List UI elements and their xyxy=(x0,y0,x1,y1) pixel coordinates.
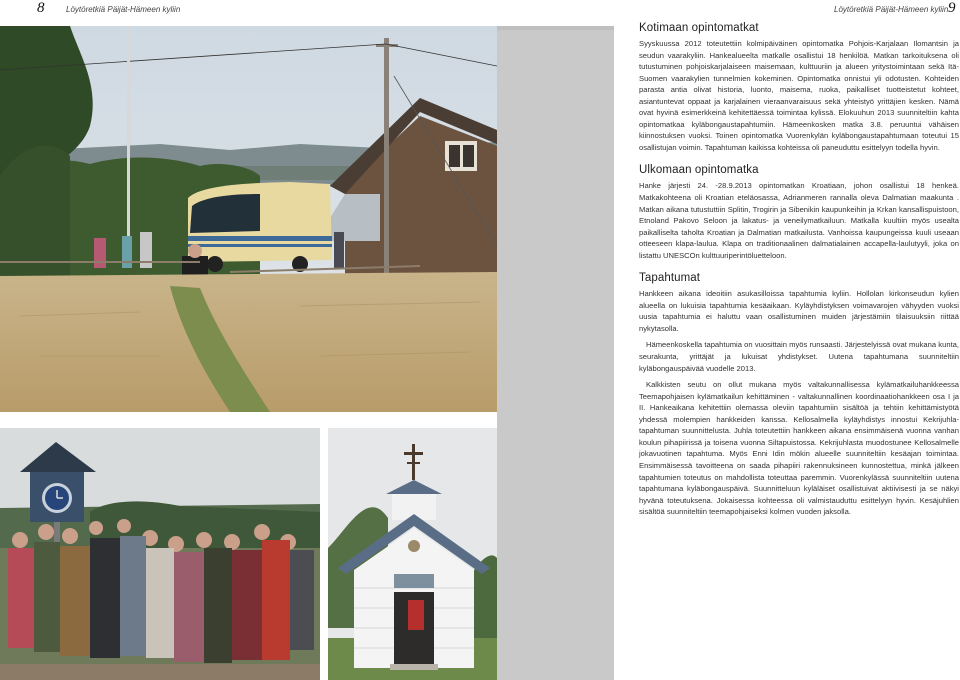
chapel-photo-illustration xyxy=(328,428,497,680)
page-gutter-edge xyxy=(497,26,614,30)
section-tapahtumat xyxy=(639,272,959,517)
photo-white-chapel xyxy=(328,428,497,680)
right-running-title: Löytöretkiä Päijät-Hämeen kyliin xyxy=(834,5,949,14)
photo-field-bus-farm xyxy=(0,26,497,412)
paragraph-tapahtumat-3: Kalkkisten seutu on ollut mukana myös valtakunnallisessa kylämatkailuhankkeessa Teemapohjaisen kylämatkailun kehittäminen - valtakunnallinen koordinaatiohankkeen osa I ja II. Hankeaikana kehitettiin olemassa oleviin tapahtumiin sisältöä ja tehtiin kehittämistyötä yhdessä molempien hankkeiden kanssa. Kellosalmella kyläyhdistys innostui Kekrijuhla-tapahtuman suunnittelusta. Juhla toteutettiin hankkeen aikana ensimmäisenä vuonna vanhan koulun pihapiirissä ja toisena vuonna Siltapuistossa. Kekrijuhlasta muodostunee Kellosalmelle jokavuotinen tapahtuma. Myös Enni Idin mökin alueelle suunniteltiin kesäajan toimintaa. Ensimmäisessä tavoitteena on saada pihapiiri rakennuksineen kunnostettua, minkä jälkeen tapahtumien toteutus on mahdollista toteuttaa paremmin. Vuorenkylässä suunniteltiin uutena tapahtumana kyläbongauspäivä. Suunnitteluun kyläläiset osallistuivat aktiivisesti ja se näkyi hyvänä toteutuksena. Jokaisessa kohteessa oli valmistauduttu esittelyyn hyvin. Kesäjuhlien sisältöä suunniteltiin teemapohjaiseksi kolmen vuoden jaksolla. xyxy=(639,380,959,517)
paragraph-tapahtumat-1: Hankkeen aikana ideoitiin asukasilloissa tapahtumia kyliin. Hollolan kirkonseudun kylien alueella on lukuisia tapahtumia kesäaikaan. Kyläyhdistyksen voimavarojen vähyyden vuoksi uusia tapahtumia ei haluttu vaan osallistuminen muiden järjestämiin tilaisuuksiin riittää nykytasolla. xyxy=(639,289,959,333)
field-photo-illustration xyxy=(0,26,497,412)
article-text-column xyxy=(639,22,959,525)
group-photo-illustration xyxy=(0,428,320,680)
heading-kotimaan-opintomatkat: Kotimaan opintomatkat xyxy=(639,22,759,34)
section-ulkomaan xyxy=(639,164,959,261)
right-page-number: 9 xyxy=(948,0,956,16)
paragraph-kotimaan: Syyskuussa 2012 toteutettiin kolmipäiväinen opintomatka Pohjois-Karjalaan Ilomantsin ja seudun vaarakyliin. Hankealueelta matkalle osallistui 18 henkilöä. Matkan tarkoituksena oli tutustuminen pohjoiskarjalaiseen maisemaan, kulttuuriin ja alueen yritystoimintaan sekä Itä-Suomen vaarakylien tunnelmien kokeminen. Opintomatka onnistui yli odotusten. Kohteiden parasta antia olivat historia, luonto, maisema, ruoka, paikalliset tuotteistetut kohteet, asiantuntevat oppaat ja karjalainen vieraanvaraisuus sekä yhteistyö yrittäjien kesken. Nämä ovat hyvinä esimerkkeinä kehitettäessä toimintaa kylissä. Elokuuhun 2013 suunniteltiin kahta opintomatkaa kyläbongaustapahtumiin. Hämeenkosken matka 3.8. peruuntui vähäisen kiinnostuksen vuoksi. Toinen opintomatka Vuorenkylän kyläbongaustapahtumaan toteutui 15 osallistujan voimin. Tapahtuman kaikissa kohteissa oli paneuduttu esittelyyn todella hyvin. xyxy=(639,39,959,152)
heading-tapahtumat: Tapahtumat xyxy=(639,272,701,285)
left-running-title: Löytöretkiä Päijät-Hämeen kyliin xyxy=(66,5,181,14)
photo-group-people xyxy=(0,428,320,680)
page-gutter xyxy=(497,26,614,680)
paragraph-tapahtumat-2: Hämeenkoskella tapahtumia on vuosittain myös runsaasti. Järjestelyissä ovat mukana kunta, seurakunta, yrittäjät ja lukuisat yhdistykset. Uutena tapahtumana suunniteltiin kyläbongauspäivää vuodelle 2013. xyxy=(639,340,959,373)
paragraph-ulkomaan: Hanke järjesti 24. -28.9.2013 opintomatkan Kroatiaan, johon osallistui 18 henkeä. Matkakohteena oli Kroatian eteläosassa, Adrianmeren rannalla oleva Dalmatian maakunta . Matkan aikana tutustuttiin Splitin, Trogirin ja Sibenikin kaupunkeihin ja Krkan kansallispuistoon, Etnoland Pakovo Seloon ja lakatus- ja veneilymatkailuun. Matkalla kuultiin myös usealta paikalliselta taholta Kroatian ja Dalmatian matkailusta. Vanhoissa kaupungeissa kuuli useaan otteeseen klapa-laulua. Klapa on traditionaalinen dalmatialainen accapella-laulutyyli, joka on listattu UNESCOn kulttuuriperintöluetteloon. xyxy=(639,181,959,260)
left-page-number: 8 xyxy=(37,0,45,16)
heading-ulkomaan-opintomatka: Ulkomaan opintomatka xyxy=(639,164,759,177)
section-kotimaan xyxy=(639,22,959,153)
